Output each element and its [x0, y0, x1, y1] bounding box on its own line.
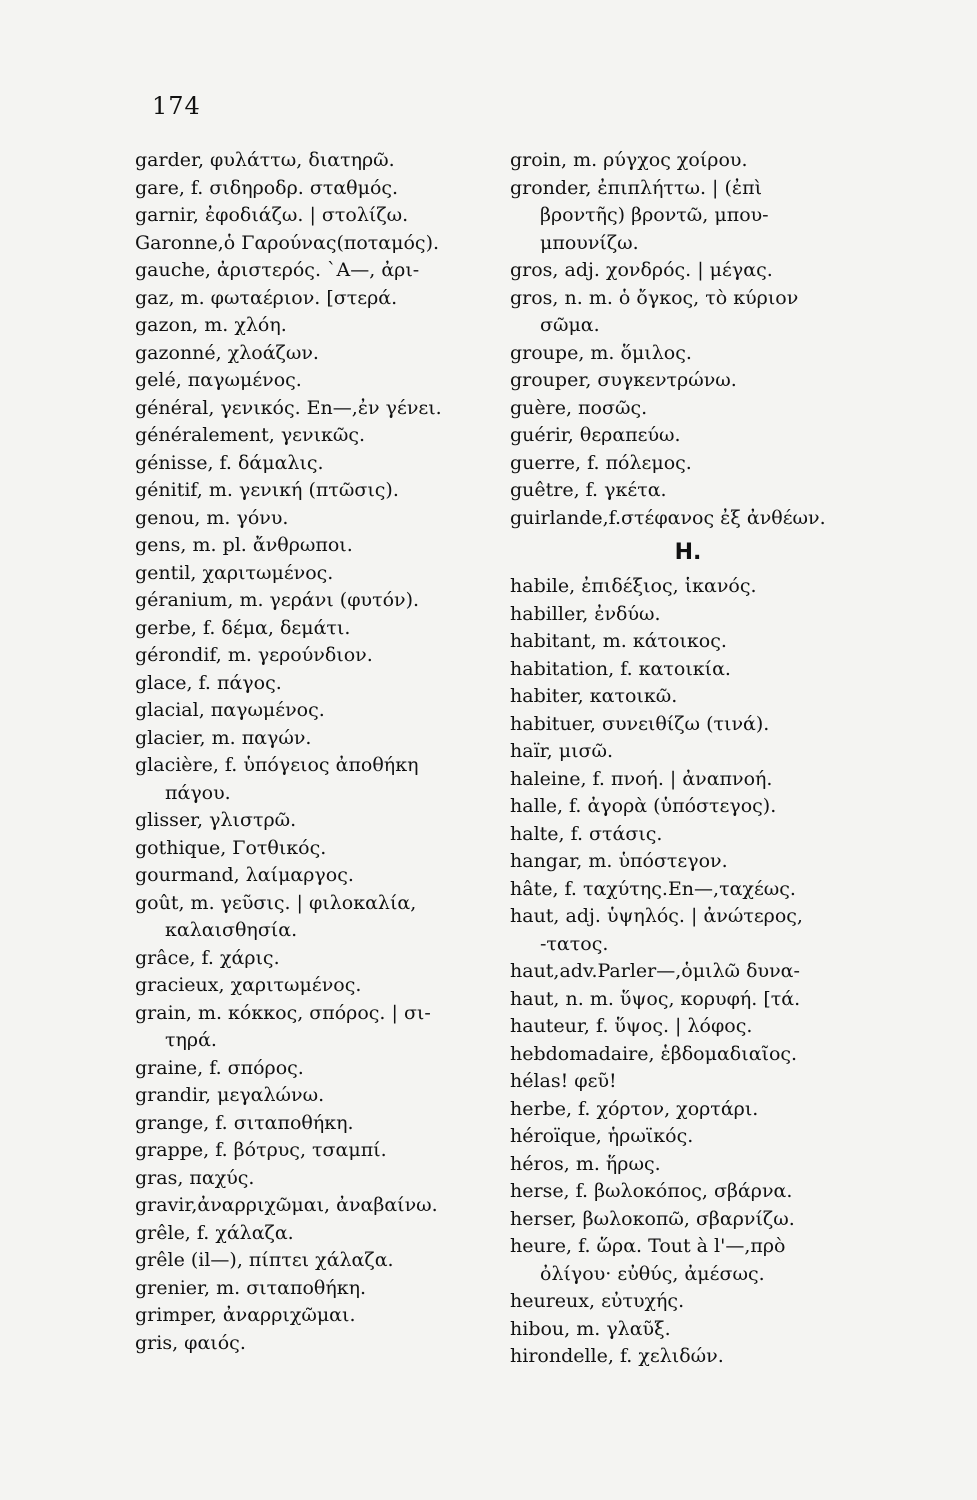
dictionary-entry: généralement, γενικῶς. [135, 424, 366, 446]
dictionary-entry: gros, adj. χονδρός. | μέγας. [510, 259, 773, 281]
dictionary-entry: habiller, ἐνδύω. [510, 602, 661, 625]
dictionary-entry: habitant, m. κάτοικος. [510, 630, 727, 652]
dictionary-entry: gaz, m. φωταέριον. [στερά. [135, 286, 398, 309]
dictionary-entry: glacière, f. ὑπόγειος ἀποθήκη [135, 754, 419, 776]
right-column-h-entries [510, 573, 880, 1371]
left-column [135, 147, 495, 1357]
dictionary-entry: guêtre, f. γκέτα. [510, 479, 667, 501]
entry-continuation-line: πάγου. [165, 781, 231, 804]
entry-continuation-line: ὀλίγου· εὐθύς, ἀμέσως. [540, 1262, 765, 1285]
dictionary-entry: génitif, m. γενική (πτῶσις). [135, 479, 399, 501]
dictionary-entry: gentil, χαριτωμένος. [135, 561, 334, 584]
dictionary-entry: gens, m. pl. ἄνθρωποι. [135, 534, 353, 556]
dictionary-entry: herser, βωλοκοπῶ, σβαρνίζω. [510, 1207, 795, 1230]
dictionary-entry: génisse, f. δάμαλις. [135, 451, 324, 474]
dictionary-entry: halte, f. στάσις. [510, 822, 663, 845]
dictionary-entry: haut, adj. ὑψηλός. | ἀνώτερος, [510, 905, 803, 927]
dictionary-entry: gras, παχύς. [135, 1166, 255, 1189]
dictionary-entry: hauteur, f. ὕψος. | λόφος. [510, 1015, 753, 1037]
dictionary-entry: groin, m. ρύγχος χοίρου. [510, 149, 748, 171]
dictionary-entry: guerre, f. πόλεμος. [510, 451, 692, 474]
dictionary-entry: hélas! φεῦ! [510, 1070, 617, 1092]
dictionary-entry: grêle, f. χάλαζα. [135, 1221, 294, 1244]
dictionary-entry: hangar, m. ὑπόστεγον. [510, 850, 728, 872]
entry-continuation-line: βροντῆς) βροντῶ, μπου- [540, 204, 769, 226]
dictionary-entry: hebdomadaire, ἑβδομαδιαῖος. [510, 1042, 798, 1065]
dictionary-entry: haleine, f. πνοή. | ἀναπνοή. [510, 767, 773, 790]
dictionary-entry: guirlande,f.στέφανος ἐξ ἀνθέων. [510, 506, 826, 529]
dictionary-entry: héroïque, ἡρωϊκός. [510, 1125, 694, 1147]
dictionary-entry: goût, m. γεῦσις. | φιλοκαλία, [135, 891, 417, 914]
dictionary-entry: groupe, m. ὅμιλος. [510, 341, 692, 364]
dictionary-entry: garnir, ἐφοδιάζω. | στολίζω. [135, 204, 409, 226]
dictionary-entry: haut, n. m. ὕψος, κορυφή. [τά. [510, 987, 801, 1010]
dictionary-entry: gronder, ἐπιπλήττω. | (ἐπὶ [510, 176, 763, 199]
entry-continuation-line: σῶμα. [540, 314, 600, 336]
entry-continuation-line: -τατος. [540, 932, 609, 955]
dictionary-entry: gauche, ἀριστερός. `A—, ἀρι- [135, 259, 420, 281]
dictionary-entry: habiter, κατοικῶ. [510, 685, 678, 707]
entry-continuation-line: τηρά. [165, 1029, 217, 1051]
dictionary-entry: guère, ποσῶς. [510, 396, 648, 419]
dictionary-entry: habile, ἐπιδέξιος, ἱκανός. [510, 575, 757, 597]
dictionary-entry: habitation, f. κατοικία. [510, 657, 731, 680]
dictionary-entry: gelé, παγωμένος. [135, 369, 302, 391]
section-letter-h: H. [674, 540, 702, 565]
dictionary-entry: gracieux, χαριτωμένος. [135, 974, 362, 996]
dictionary-entry: gérondif, m. γερούνδιον. [135, 644, 373, 666]
entry-continuation-line: μπουνίζω. [540, 231, 639, 254]
dictionary-entry: gravir,ἀναρριχῶμαι, ἀναβαίνω. [135, 1194, 438, 1216]
dictionary-entry: hirondelle, f. χελιδών. [510, 1345, 724, 1367]
dictionary-entry: grâce, f. χάρις. [135, 946, 280, 969]
dictionary-entry: grandir, μεγαλώνω. [135, 1084, 325, 1106]
dictionary-entry: grouper, συγκεντρώνω. [510, 369, 737, 391]
dictionary-entry: gazon, m. χλόη. [135, 314, 287, 336]
dictionary-entry: haïr, μισῶ. [510, 740, 614, 762]
dictionary-entry: gare, f. σιδηροδρ. σταθμός. [135, 176, 399, 199]
dictionary-entry: garder, φυλάττω, διατηρῶ. [135, 149, 395, 171]
page-number: 174 [152, 92, 201, 120]
dictionary-entry: glace, f. πάγος. [135, 671, 282, 694]
dictionary-entry: glacier, m. παγών. [135, 726, 312, 749]
dictionary-entry: gros, n. m. ὁ ὄγκος, τὸ κύριον [510, 286, 799, 309]
dictionary-entry: hibou, m. γλαῦξ. [510, 1317, 671, 1340]
dictionary-entry: gazonné, χλοάζων. [135, 341, 319, 364]
dictionary-entry: grêle (il—), πίπτει χάλαζα. [135, 1249, 394, 1271]
dictionary-entry: héros, m. ἥρως. [510, 1152, 661, 1175]
dictionary-entry: grappe, f. βότρυς, τσαμπί. [135, 1139, 387, 1161]
dictionary-entry: halle, f. ἀγορὰ (ὑπόστεγος). [510, 795, 777, 817]
dictionary-entry: grenier, m. σιταποθήκη. [135, 1276, 367, 1299]
dictionary-entry: grain, m. κόκκος, σπόρος. | σι- [135, 1001, 431, 1024]
dictionary-entry: heure, f. ὥρα. Tout à l'—,πρὸ [510, 1235, 786, 1257]
dictionary-entry: gothique, Γοτθικός. [135, 836, 327, 859]
dictionary-entry: général, γενικός. En—,ἐν γένει. [135, 396, 442, 419]
dictionary-entry: herbe, f. χόρτον, χορτάρι. [510, 1097, 759, 1120]
dictionary-entry: gourmand, λαίμαργος. [135, 864, 354, 886]
dictionary-entry: géranium, m. γεράνι (φυτόν). [135, 589, 420, 611]
dictionary-entry: habituer, συνειθίζω (τινά). [510, 712, 770, 735]
dictionary-entry: glacial, παγωμένος. [135, 699, 325, 721]
dictionary-entry: Garonne,ὁ Γαρούνας(ποταμός). [135, 231, 440, 254]
entry-continuation-line: καλαισθησία. [165, 919, 298, 941]
dictionary-entry: gris, φαιός. [135, 1331, 246, 1354]
dictionary-entry: guérir, θεραπεύω. [510, 424, 681, 446]
dictionary-entry: genou, m. γόνυ. [135, 506, 289, 529]
dictionary-entry: grimper, ἀναρριχῶμαι. [135, 1304, 356, 1326]
dictionary-entry: heureux, εὐτυχής. [510, 1290, 685, 1312]
dictionary-entry: graine, f. σπόρος. [135, 1056, 304, 1079]
dictionary-entry: hâte, f. ταχύτης.En—,ταχέως. [510, 877, 796, 900]
right-column-g-entries [510, 147, 880, 532]
dictionary-entry: haut,adv.Parler—,ὁμιλῶ δυνα- [510, 960, 800, 982]
dictionary-entry: grange, f. σιταποθήκη. [135, 1111, 354, 1134]
right-column [510, 147, 880, 1371]
dictionary-entry: herse, f. βωλοκόπος, σβάρνα. [510, 1180, 793, 1202]
dictionary-entry: glisser, γλιστρῶ. [135, 809, 297, 831]
dictionary-entry: gerbe, f. δέμα, δεμάτι. [135, 616, 351, 639]
